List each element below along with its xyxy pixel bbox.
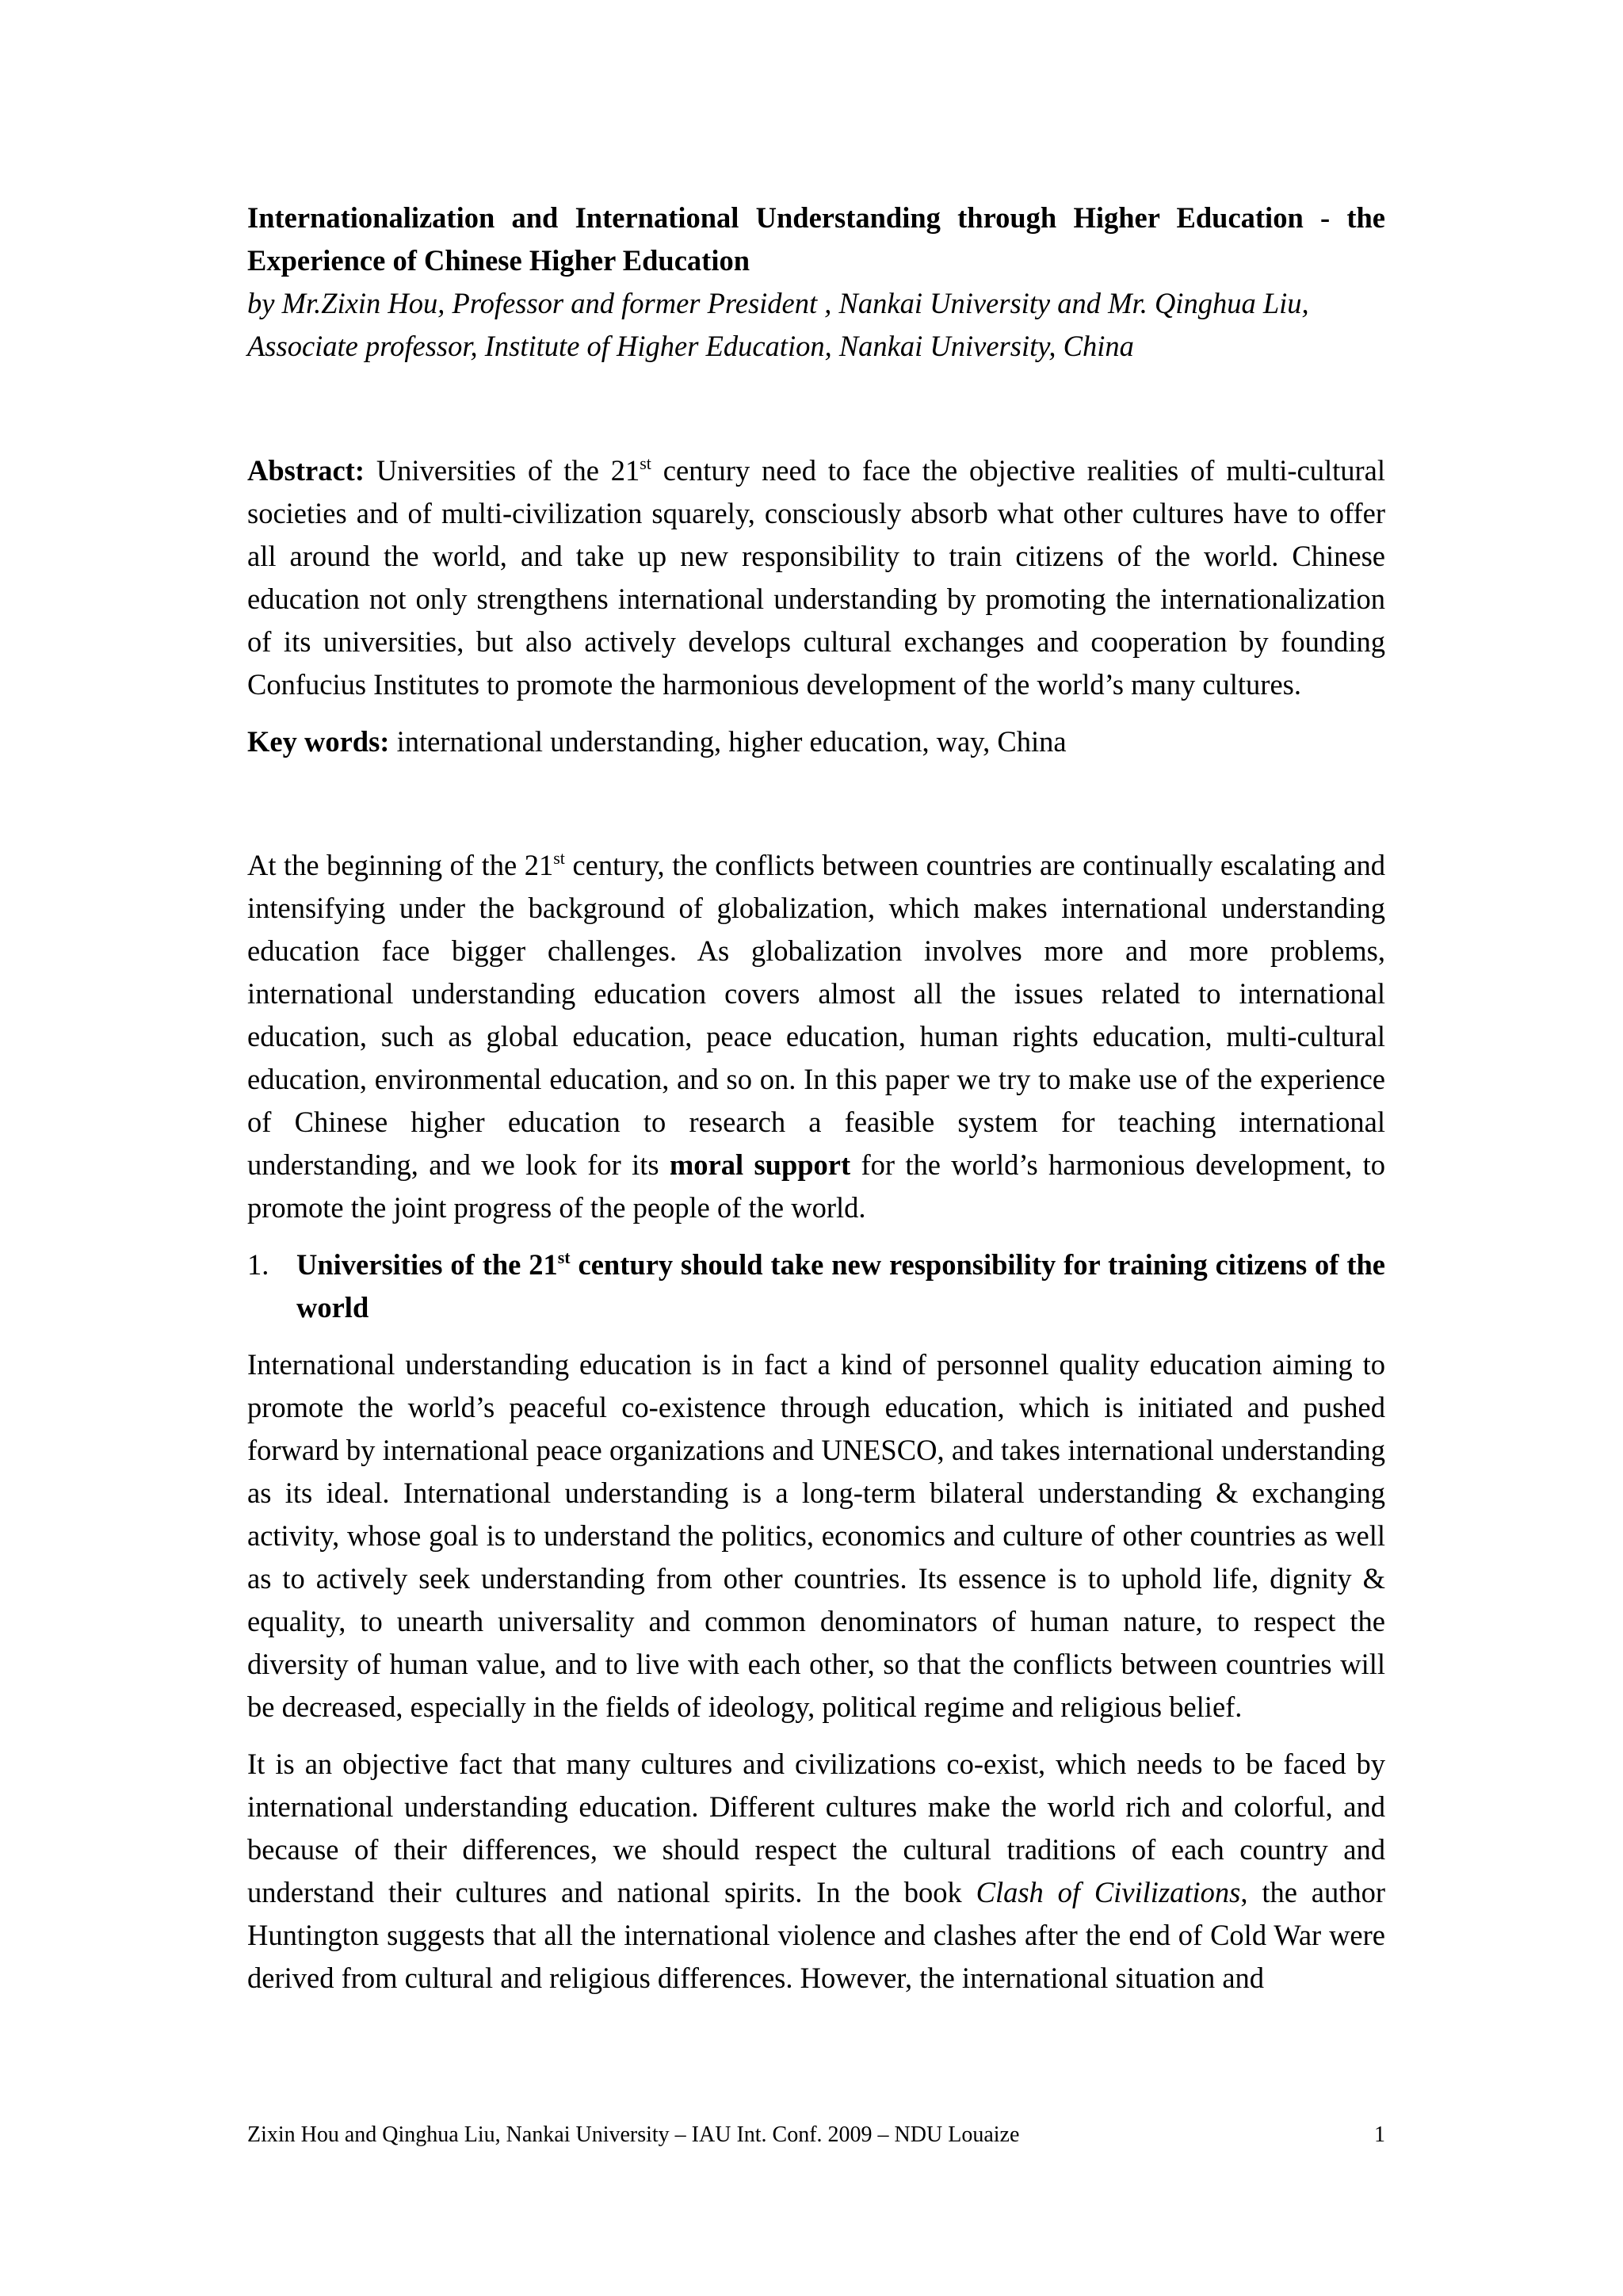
abstract-paragraph xyxy=(247,449,1385,706)
page-content xyxy=(247,197,1385,2000)
intro-paragraph xyxy=(247,844,1385,1229)
body-paragraph-2 xyxy=(247,1743,1385,2000)
para2-text-end: , the author Huntington suggests that all the international violence and clashes after the end of Cold War were derived from cultural and religious differences. However, the international situation and xyxy=(247,1876,1385,1994)
section-heading-rest: century should take new responsibility for training citizens of the world xyxy=(296,1248,1385,1324)
author-byline: by Mr.Zixin Hou, Professor and former President , Nankai University and Mr. Qinghua Liu, Associate professor, Institute of Higher Education, Nankai University, China xyxy=(247,287,1309,362)
book-title: Clash of Civilizations xyxy=(976,1876,1241,1908)
section-heading-superscript: st xyxy=(557,1247,571,1267)
section-heading xyxy=(247,1244,1385,1329)
abstract-text-start: Universities of the 21 xyxy=(364,454,640,487)
keywords-text: international understanding, higher education, way, China xyxy=(389,725,1067,758)
section-heading-start: Universities of the 21 xyxy=(296,1248,558,1281)
intro-bold-phrase: moral support xyxy=(669,1148,851,1181)
keywords-line xyxy=(247,720,1385,763)
page-number: 1 xyxy=(1374,2122,1385,2147)
abstract-superscript: st xyxy=(640,453,651,473)
abstract-label: Abstract: xyxy=(247,454,365,487)
abstract-text-rest: century need to face the objective realities of multi-cultural societies and of multi-civilization squarely, consciously absorb what other cultures have to offer all around the world, and take up new responsibility to train citizens of the world. Chinese education not only strengthens international understanding by promoting the internationalization of its universities, but also actively develops cultural exchanges and cooperation by founding Confucius Institutes to promote the harmonious development of the world’s many cultures. xyxy=(247,454,1385,701)
intro-text-mid: century, the conflicts between countries are continually escalating and intensifying under the background of globalization, which makes international understanding education face bigger challenges. As globalization involves more and more problems, international understanding education covers almost all the issues related to international education, such as global education, peace education, human rights education, multi-cultural education, environmental education, and so on. In this paper we try to make use of the experience of Chinese higher education to research a feasible system for teaching international understanding, and we look for its xyxy=(247,849,1385,1181)
keywords-label: Key words: xyxy=(247,725,390,758)
intro-text-start: At the beginning of the 21 xyxy=(247,849,554,881)
footer-text: Zixin Hou and Qinghua Liu, Nankai University – IAU Int. Conf. 2009 – NDU Louaize xyxy=(247,2122,1020,2147)
intro-text-end: for the world’s harmonious development, to promote the joint progress of the people of the world. xyxy=(247,1148,1385,1224)
para2-text-start: It is an objective fact that many cultures and civilizations co-exist, which needs to be faced by international understanding education. Different cultures make the world rich and colorful, and because of their differences, we should respect the cultural traditions of each country and understand their cultures and national spirits. In the book xyxy=(247,1748,1385,1908)
body-paragraph-1: International understanding education is in fact a kind of personnel quality education aiming to promote the world’s peaceful co-existence through education, which is initiated and pushed forward by international peace organizations and UNESCO, and takes international understanding as its ideal. International understanding is a long-term bilateral understanding & exchanging activity, whose goal is to understand the politics, economics and culture of other countries as well as to actively seek understanding from other countries. Its essence is to uphold life, dignity & equality, to unearth universality and common denominators of human nature, to respect the diversity of human value, and to live with each other, so that the conflicts between countries will be decreased, especially in the fields of ideology, political regime and religious belief. xyxy=(247,1348,1385,1723)
intro-superscript: st xyxy=(553,848,565,868)
section-number: 1. xyxy=(247,1248,269,1281)
paper-title: Internationalization and International Understanding through Higher Education - the Experience of Chinese Higher Education xyxy=(247,201,1385,277)
